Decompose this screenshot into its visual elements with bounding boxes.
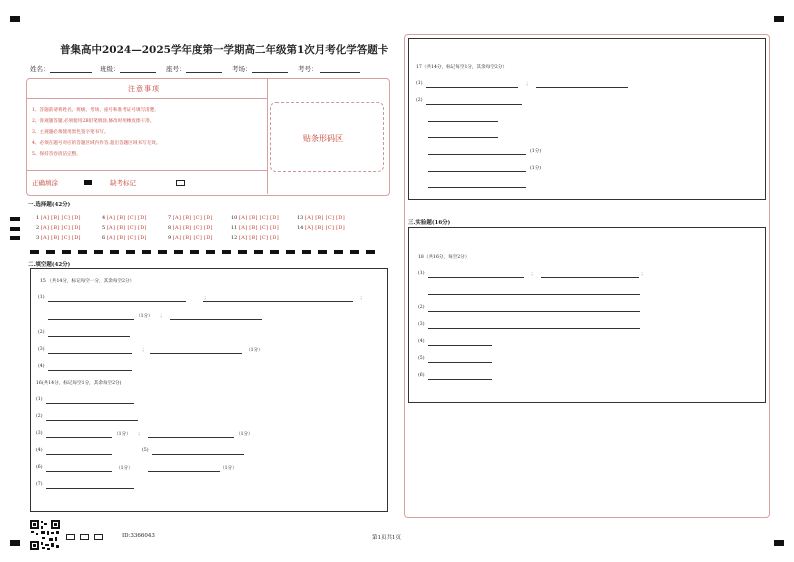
choice-options[interactable]: [A] [B] [C] [D] <box>106 225 147 231</box>
answer-line[interactable] <box>48 370 132 371</box>
choice-row <box>36 215 81 221</box>
separator: ； <box>142 348 147 353</box>
separator: ； <box>641 272 646 277</box>
q17-box <box>408 38 766 200</box>
choice-options[interactable]: [A] [B] [C] [D] <box>304 215 345 221</box>
choice-options[interactable]: [A] [B] [C] [D] <box>304 225 345 231</box>
separator: ； <box>138 432 143 437</box>
answer-line[interactable] <box>48 336 130 337</box>
choice-row <box>36 235 81 241</box>
question-number: 13 <box>297 215 304 221</box>
choice-options[interactable]: [A] [B] [C] [D] <box>106 235 147 241</box>
answer-label: (4) <box>418 339 425 344</box>
notice-item: 4、必须在题号对应的答题区域内作答,超出答题区域书写无效。 <box>32 141 161 146</box>
score-note: (1分) <box>530 149 542 154</box>
room-field[interactable] <box>252 72 288 73</box>
section2-box <box>30 268 388 512</box>
corner-mark <box>774 540 784 546</box>
answer-line[interactable] <box>152 454 244 455</box>
answer-line[interactable] <box>46 454 112 455</box>
answer-label: (1) <box>418 271 425 276</box>
room-label: 考场： <box>232 65 252 73</box>
score-note: (1分) <box>530 166 542 171</box>
corner-mark <box>10 540 20 546</box>
question-number: 7 <box>168 215 172 221</box>
divider <box>27 170 267 171</box>
answer-label: (2) <box>416 98 423 103</box>
answer-line[interactable] <box>428 328 640 329</box>
choice-options[interactable]: [A] [B] [C] [D] <box>40 235 81 241</box>
choice-options[interactable]: [A] [B] [C] [D] <box>238 235 279 241</box>
answer-line[interactable] <box>536 87 628 88</box>
section3-title: 三.实验题(16分) <box>408 220 451 226</box>
sheet-id: ID:3366043 <box>122 533 155 539</box>
question-number: 5 <box>102 225 106 231</box>
score-note: （1分） <box>220 466 237 471</box>
timing-mark <box>10 217 20 221</box>
answer-line[interactable] <box>428 294 640 295</box>
section1-title: 一.选择题(42分) <box>28 202 71 208</box>
answer-line[interactable] <box>203 301 353 302</box>
choice-options[interactable]: [A] [B] [C] [D] <box>40 215 81 221</box>
choice-row <box>168 215 213 221</box>
score-note: （1分） <box>114 432 131 437</box>
answer-label: (1) <box>38 295 45 300</box>
class-label: 班级： <box>100 65 120 73</box>
choice-row <box>168 225 213 231</box>
question-number: 11 <box>231 225 238 231</box>
answer-line[interactable] <box>428 277 524 278</box>
section2-title: 二.填空题(42分) <box>28 262 71 268</box>
name-label: 姓名： <box>30 65 50 73</box>
choice-options[interactable]: [A] [B] [C] [D] <box>172 215 213 221</box>
answer-line[interactable] <box>426 104 522 105</box>
answer-line[interactable] <box>428 137 498 138</box>
timing-mark <box>10 236 20 240</box>
answer-label: (6) <box>36 465 43 470</box>
score-note: （1分） <box>236 432 253 437</box>
choice-row <box>102 225 147 231</box>
answer-label: (7) <box>36 482 43 487</box>
answer-line[interactable] <box>46 420 138 421</box>
answer-label: (4) <box>36 448 43 453</box>
seat-field[interactable] <box>186 72 222 73</box>
answer-line[interactable] <box>428 171 526 172</box>
answer-label: (1) <box>36 397 43 402</box>
answer-line[interactable] <box>428 154 526 155</box>
exam-no-label: 考号： <box>298 65 318 73</box>
answer-line[interactable] <box>428 345 492 346</box>
answer-line[interactable] <box>428 362 492 363</box>
divider <box>267 79 268 194</box>
answer-line[interactable] <box>46 437 112 438</box>
question-number: 4 <box>102 215 106 221</box>
answer-line[interactable] <box>428 379 492 380</box>
separator: ； <box>531 272 536 277</box>
answer-label: (3) <box>38 347 45 352</box>
answer-line[interactable] <box>541 277 639 278</box>
separator: ； <box>204 296 209 301</box>
answer-label: (4) <box>38 364 45 369</box>
q17-header: 17（共14分，标记每空1分，其余每空2分） <box>416 65 508 70</box>
absent-mark-label: 缺考标记 <box>110 179 136 187</box>
choice-options[interactable]: [A] [B] [C] [D] <box>106 215 147 221</box>
absent-checkbox[interactable] <box>176 180 185 186</box>
notice-item: 3、主观题必须使用黑色签字笔书写。 <box>32 130 109 135</box>
choice-options[interactable]: [A] [B] [C] [D] <box>172 235 213 241</box>
notice-item: 1、答题前请将姓名、班级、考场、座号和准考证号填写清楚。 <box>32 108 159 113</box>
qr-code <box>30 520 60 550</box>
choice-row <box>168 235 213 241</box>
corner-mark <box>774 16 784 22</box>
answer-label: (2) <box>38 330 45 335</box>
answer-line[interactable] <box>46 471 112 472</box>
answer-line[interactable] <box>426 87 518 88</box>
answer-line[interactable] <box>150 353 242 354</box>
choice-row <box>231 215 279 221</box>
class-field[interactable] <box>120 72 156 73</box>
choice-options[interactable]: [A] [B] [C] [D] <box>40 225 81 231</box>
question-number: 2 <box>36 225 40 231</box>
question-number: 12 <box>231 235 238 241</box>
question-number: 3 <box>36 235 40 241</box>
footer-box <box>94 534 103 540</box>
choice-options[interactable]: [A] [B] [C] [D] <box>172 225 213 231</box>
question-number: 14 <box>297 225 304 231</box>
score-note: （1分） <box>246 348 263 353</box>
divider <box>27 98 267 99</box>
answer-label: (3) <box>36 431 43 436</box>
notice-item: 5、保持答卷清洁完整。 <box>32 152 81 157</box>
answer-label: (1) <box>416 81 423 86</box>
seat-label: 座号： <box>166 65 186 73</box>
choice-row <box>297 215 345 221</box>
barcode-label: 贴条形码区 <box>303 134 343 143</box>
page-number: 第1页共1页 <box>372 535 401 541</box>
answer-line[interactable] <box>428 311 640 312</box>
score-note: （1分） <box>136 314 153 319</box>
answer-line[interactable] <box>428 121 498 122</box>
answer-label: (2) <box>418 305 425 310</box>
question-number: 1 <box>36 215 40 221</box>
choice-row <box>231 225 279 231</box>
name-field[interactable] <box>50 72 92 73</box>
question-number: 9 <box>168 235 172 241</box>
answer-label: (2) <box>36 414 43 419</box>
answer-line[interactable] <box>48 353 132 354</box>
answer-line[interactable] <box>148 437 234 438</box>
correct-fill-label: 正确填涂 <box>32 179 58 187</box>
choice-row <box>102 235 147 241</box>
answer-line[interactable] <box>48 319 134 320</box>
choice-row <box>297 225 345 231</box>
answer-line[interactable] <box>148 471 220 472</box>
sheet-title: 普集高中2024—2025学年度第一学期高二年级第1次月考化学答题卡 <box>60 44 389 56</box>
q15-header: 15 （共14分，标记每空一分，其余每空2分） <box>40 279 135 284</box>
answer-label: (3) <box>418 322 425 327</box>
choice-row <box>36 225 81 231</box>
answer-label: (5) <box>142 448 149 453</box>
answer-line[interactable] <box>48 301 186 302</box>
notice-heading: 注意事项 <box>128 85 160 93</box>
separator: ； <box>526 82 531 87</box>
q18-header: 18（共16分，每空2分） <box>418 255 470 260</box>
answer-line[interactable] <box>46 488 134 489</box>
question-number: 6 <box>102 235 106 241</box>
footer-box <box>66 534 75 540</box>
notice-item: 2、客观题答题,必须使用2B铅笔填涂,修改时用橡皮擦干净。 <box>32 119 155 124</box>
exam-no-field[interactable] <box>320 72 360 73</box>
choice-row <box>231 235 279 241</box>
filled-example <box>84 180 92 185</box>
choice-options[interactable]: [A] [B] [C] [D] <box>238 225 279 231</box>
answer-line[interactable] <box>46 403 134 404</box>
question-number: 10 <box>231 215 238 221</box>
choice-options[interactable]: [A] [B] [C] [D] <box>238 215 279 221</box>
timing-mark <box>10 227 20 231</box>
score-note: （1分） <box>116 466 133 471</box>
answer-label: (5) <box>418 356 425 361</box>
answer-label: (6) <box>418 373 425 378</box>
question-number: 8 <box>168 225 172 231</box>
footer-box <box>80 534 89 540</box>
choice-row <box>102 215 147 221</box>
corner-mark <box>10 16 20 22</box>
answer-line[interactable] <box>170 319 262 320</box>
answer-line[interactable] <box>428 187 526 188</box>
q16-header: 16(共14分，标记每空1分，其余每空2分) <box>36 381 122 386</box>
separator: ； <box>360 296 365 301</box>
separator: ； <box>160 314 165 319</box>
